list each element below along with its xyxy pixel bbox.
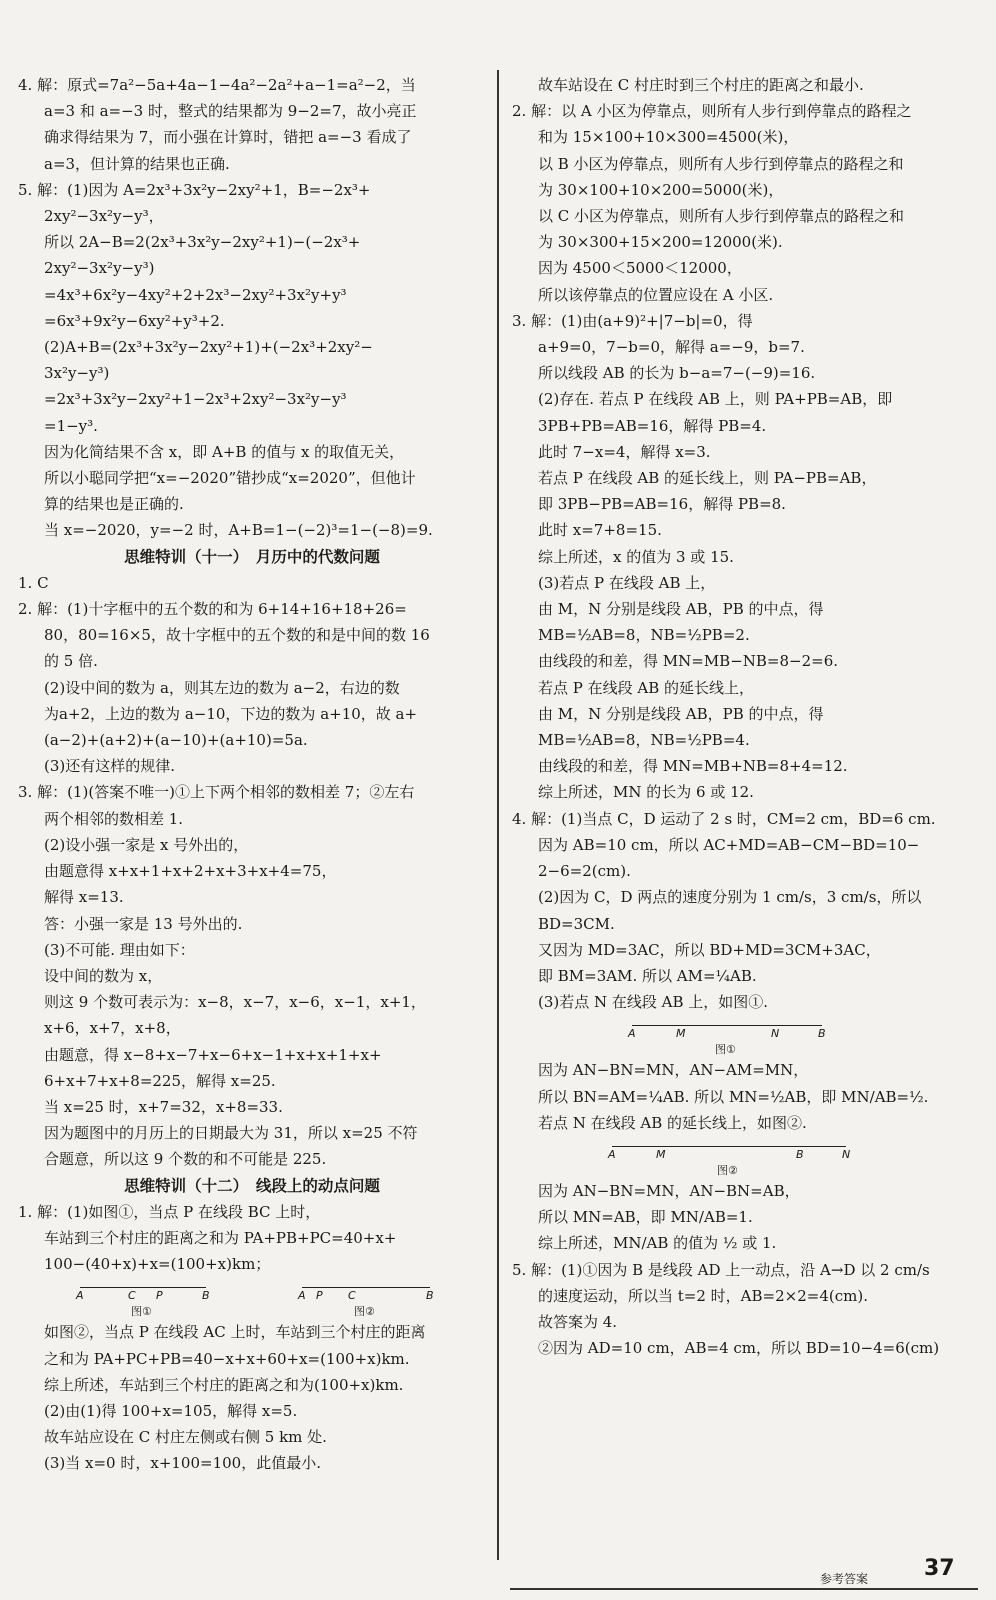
text-line: 因为 4500＜5000＜12000， [538, 259, 742, 278]
text-line: 因为化简结果不含 x，即 A+B 的值与 x 的取值无关， [44, 442, 405, 461]
text-line: 因为 AN−BN=MN，AN−AM=MN， [538, 1061, 809, 1080]
text-line: 此时 x=7+8=15. [538, 521, 662, 540]
text-line: 3. 解：(1)(答案不唯一)①上下两个相邻的数相差 7；②左右 [18, 783, 415, 802]
text-line: 所以该停靠点的位置应设在 A 小区. [538, 285, 774, 304]
text-line: 为a+2，上边的数为 a−10，下边的数为 a+10，故 a+ [44, 704, 418, 723]
text-line: 若点 P 在线段 AB 的延长线上， [538, 678, 755, 697]
text-line: (3)若点 P 在线段 AB 上， [538, 573, 716, 592]
text-line: 由 M，N 分别是线段 AB，PB 的中点，得 [538, 600, 824, 619]
text-line: 2. 解：(1)十字框中的五个数的和为 6+14+16+18+26= [18, 600, 407, 619]
figure-caption: 图② [717, 1163, 738, 1177]
text-line: a=3 和 a=−3 时，整式的结果都为 9−2=7，故小亮正 [44, 102, 417, 121]
point-label: C [348, 1289, 356, 1303]
segment-line [612, 1146, 846, 1147]
text-line: 确求得结果为 7，而小强在计算时，错把 a=−3 看成了 [44, 128, 412, 147]
text-line: (2)因为 C，D 两点的速度分别为 1 cm/s，3 cm/s，所以 [538, 888, 922, 907]
point-label: B [796, 1147, 804, 1161]
text-line: ②因为 AD=10 cm，AB=4 cm，所以 BD=10−4=6(cm) [538, 1339, 940, 1358]
text-line: 综上所述，MN 的长为 6 或 12. [538, 783, 754, 802]
text-line: 1. C [18, 573, 49, 592]
text-line: 3. 解：(1)由(a+9)²+|7−b|=0，得 [512, 311, 753, 330]
text-line: 2. 解：以 A 小区为停靠点，则所有人步行到停靠点的路程之 [512, 102, 912, 121]
text-line: 所以小聪同学把“x=−2020”错抄成“x=2020”，但他计 [44, 469, 416, 488]
text-line: (2)存在. 若点 P 在线段 AB 上，则 PA+PB=AB，即 [538, 390, 893, 409]
footer-rule [510, 1588, 978, 1590]
text-line: 当 x=−2020，y=−2 时，A+B=1−(−2)³=1−(−8)=9. [44, 521, 433, 540]
segment-figure-row [512, 1015, 982, 1057]
text-line: 和为 15×100+10×300=4500(米)， [538, 128, 799, 147]
text-line: (2)设小强一家是 x 号外出的， [44, 835, 249, 854]
figure-caption: 图① [131, 1305, 152, 1319]
text-line: 则这 9 个数可表示为：x−8，x−7，x−6，x−1，x+1， [44, 993, 426, 1012]
text-line: 的 5 倍. [44, 652, 98, 671]
text-line: 如图②，当点 P 在线段 AC 上时，车站到三个村庄的距离 [44, 1323, 426, 1342]
text-line: 所以线段 AB 的长为 b−a=7−(−9)=16. [538, 364, 816, 383]
text-line: 1. 解：(1)如图①，当点 P 在线段 BC 上时， [18, 1202, 321, 1221]
point-label: B [426, 1289, 434, 1303]
text-line: (3)当 x=0 时，x+100=100，此值最小. [44, 1454, 321, 1473]
text-line: 因为 AB=10 cm，所以 AC+MD=AB−CM−BD=10− [538, 835, 920, 854]
text-line: 3x²y−y³) [44, 364, 110, 383]
text-line: 车站到三个村庄的距离之和为 PA+PB+PC=40+x+ [44, 1228, 397, 1247]
point-label: A [608, 1147, 616, 1161]
figure-caption: 图② [354, 1305, 375, 1319]
point-label: C [128, 1289, 136, 1303]
left-column [18, 72, 486, 1477]
text-line: 100−(40+x)+x=(100+x)km； [44, 1255, 271, 1274]
text-line: 3PB+PB=AB=16，解得 PB=4. [538, 416, 767, 435]
segment-line [632, 1025, 822, 1026]
text-line: 4. 解：(1)当点 C，D 运动了 2 s 时，CM=2 cm，BD=6 cm. [512, 809, 936, 828]
point-label: P [316, 1289, 323, 1303]
text-line: a+9=0，7−b=0，解得 a=−9，b=7. [538, 338, 805, 357]
text-line: 所以 2A−B=2(2x³+3x²y−2xy²+1)−(−2x³+ [44, 233, 361, 252]
text-line: 设中间的数为 x， [44, 966, 163, 985]
figure-caption: 图① [715, 1043, 736, 1057]
text-line: x+6，x+7，x+8， [44, 1019, 181, 1038]
text-line: 即 BM=3AM. 所以 AM=¼AB. [538, 966, 757, 985]
text-line: 5. 解：(1)因为 A=2x³+3x²y−2xy²+1，B=−2x³+ [18, 180, 371, 199]
text-line: 算的结果也是正确的. [44, 495, 184, 514]
text-line: 4. 解：原式=7a²−5a+4a−1−4a²−2a²+a−1=a²−2，当 [18, 76, 416, 94]
text-line: 5. 解：(1)①因为 B 是线段 AD 上一动点，沿 A→D 以 2 cm/s [512, 1260, 930, 1279]
text-line: =4x³+6x²y−4xy²+2+2x³−2xy²+3x²y+y³ [44, 285, 347, 304]
segment-figure-row [18, 1277, 486, 1319]
segment-line [80, 1287, 206, 1288]
section-heading: 思维特训（十二） 线段上的动点问题 [124, 1176, 380, 1195]
text-line: (3)若点 N 在线段 AB 上，如图①. [538, 993, 769, 1012]
text-line: 故车站设在 C 村庄时到三个村庄的距离之和最小. [538, 76, 864, 94]
text-line: 由 M，N 分别是线段 AB，PB 的中点，得 [538, 704, 824, 723]
right-column [512, 72, 982, 1361]
text-line: MB=½AB=8，NB=½PB=4. [538, 731, 750, 750]
text-line: 之和为 PA+PC+PB=40−x+x+60+x=(100+x)km. [44, 1349, 410, 1368]
point-label: M [676, 1027, 686, 1041]
text-line: (3)不可能. 理由如下： [44, 940, 195, 959]
text-line: 当 x=25 时，x+7=32，x+8=33. [44, 1097, 283, 1116]
text-line: 的速度运动，所以当 t=2 时，AB=2×2=4(cm). [538, 1286, 868, 1305]
text-line: (3)还有这样的规律. [44, 757, 176, 776]
text-line: 由线段的和差，得 MN=MB−NB=8−2=6. [538, 652, 839, 671]
text-line: 所以 MN=AB，即 MN/AB=1. [538, 1208, 753, 1227]
segment-figure-row [512, 1136, 982, 1178]
text-line: 为 30×300+15×200=12000(米). [538, 233, 783, 252]
text-line: 故车站应设在 C 村庄左侧或右侧 5 km 处. [44, 1428, 327, 1447]
text-line: 2xy²−3x²y−y³) [44, 259, 155, 278]
text-line: 若点 N 在线段 AB 的延长线上，如图②. [538, 1113, 807, 1132]
text-line: 又因为 MD=3AC，所以 BD+MD=3CM+3AC， [538, 940, 881, 959]
text-line: =1−y³. [44, 416, 98, 435]
text-line: 合题意，所以这 9 个数的和不可能是 225. [44, 1150, 327, 1169]
text-line: (2)设中间的数为 a，则其左边的数为 a−2，右边的数 [44, 678, 400, 697]
text-line: 两个相邻的数相差 1. [44, 809, 184, 828]
text-line: 80，80=16×5，故十字框中的五个数的和是中间的数 16 [44, 626, 430, 645]
point-label: P [156, 1289, 163, 1303]
text-line: =6x³+9x²y−6xy²+y³+2. [44, 311, 225, 330]
point-label: A [298, 1289, 306, 1303]
text-line: a=3，但计算的结果也正确. [44, 154, 230, 173]
point-label: B [202, 1289, 210, 1303]
text-line: 以 C 小区为停靠点，则所有人步行到停靠点的路程之和 [538, 207, 905, 226]
point-label: A [76, 1289, 84, 1303]
text-line: MB=½AB=8，NB=½PB=2. [538, 626, 750, 645]
text-line: 因为 AN−BN=MN，AN−BN=AB， [538, 1181, 800, 1200]
text-line: (a−2)+(a+2)+(a−10)+(a+10)=5a. [44, 731, 308, 750]
point-label: N [771, 1027, 780, 1041]
footer-label: 参考答案 [820, 1572, 869, 1586]
text-line: 所以 BN=AM=¼AB. 所以 MN=½AB，即 MN/AB=½. [538, 1087, 929, 1106]
point-label: M [656, 1147, 666, 1161]
text-line: 解得 x=13. [44, 888, 124, 907]
page-number: 37 [924, 1556, 955, 1581]
text-line: 因为题图中的月历上的日期最大为 31，所以 x=25 不符 [44, 1124, 418, 1143]
text-line: 6+x+7+x+8=225，解得 x=25. [44, 1071, 276, 1090]
text-line: 综上所述，MN/AB 的值为 ½ 或 1. [538, 1234, 777, 1253]
column-divider [497, 70, 499, 1560]
text-line: 以 B 小区为停靠点，则所有人步行到停靠点的路程之和 [538, 154, 904, 173]
text-line: 由题意，得 x−8+x−7+x−6+x−1+x+x+1+x+ [44, 1045, 382, 1064]
point-label: B [818, 1027, 826, 1041]
text-line: =2x³+3x²y−2xy²+1−2x³+2xy²−3x²y−y³ [44, 390, 347, 409]
text-line: 故答案为 4. [538, 1312, 618, 1331]
section-heading: 思维特训（十一） 月历中的代数问题 [124, 547, 380, 566]
text-line: 2−6=2(cm). [538, 862, 631, 881]
text-line: BD=3CM. [538, 914, 615, 933]
text-line: (2)A+B=(2x³+3x²y−2xy²+1)+(−2x³+2xy²− [44, 338, 373, 357]
text-line: 若点 P 在线段 AB 的延长线上，则 PA−PB=AB， [538, 469, 877, 488]
text-line: 2xy²−3x²y−y³， [44, 207, 164, 226]
text-line: 综上所述，x 的值为 3 或 15. [538, 547, 734, 566]
text-line: 综上所述，车站到三个村庄的距离之和为(100+x)km. [44, 1375, 404, 1394]
text-line: 答：小强一家是 13 号外出的. [44, 914, 243, 933]
text-line: 为 30×100+10×200=5000(米)， [538, 180, 784, 199]
text-line: 即 3PB−PB=AB=16，解得 PB=8. [538, 495, 786, 514]
point-label: A [628, 1027, 636, 1041]
text-line: 由题意得 x+x+1+x+2+x+3+x+4=75， [44, 862, 337, 881]
point-label: N [842, 1147, 851, 1161]
segment-line [302, 1287, 430, 1288]
text-line: (2)由(1)得 100+x=105，解得 x=5. [44, 1401, 298, 1420]
text-line: 此时 7−x=4，解得 x=3. [538, 442, 711, 461]
text-line: 由线段的和差，得 MN=MB+NB=8+4=12. [538, 757, 848, 776]
